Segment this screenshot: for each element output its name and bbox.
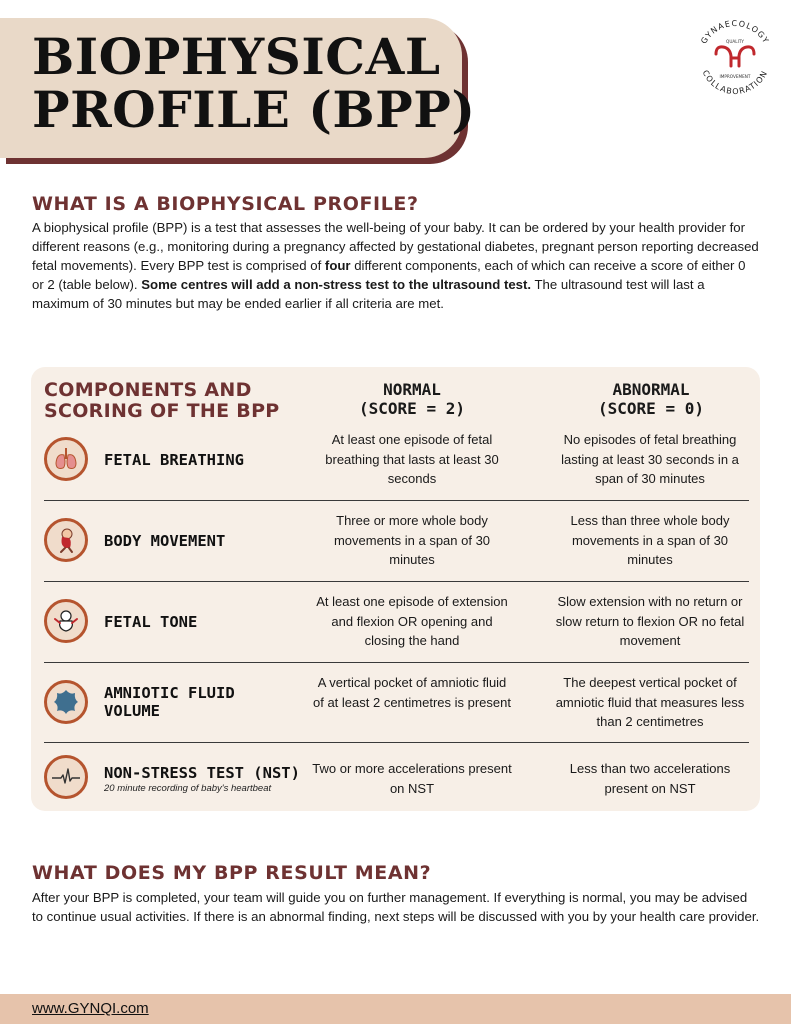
intro-bold-four: four	[324, 258, 351, 273]
row-abnormal-value: Slow extension with no return or slow return to flexion OR no fetal movement	[555, 594, 745, 648]
intro-paragraph	[32, 218, 760, 313]
table-row-fetal-breathing	[44, 420, 749, 500]
abnormal-header-line-2: (SCORE = 0)	[598, 399, 704, 418]
table-heading	[44, 380, 280, 422]
normal-column-header	[302, 380, 522, 418]
row-note: 20 minute recording of baby's heartbeat	[104, 783, 272, 794]
heartbeat-icon	[44, 755, 88, 799]
row-abnormal-value: The deepest vertical pocket of amniotic fluid that measures less than 2 centimetres	[555, 675, 745, 729]
normal-header-line-2: (SCORE = 2)	[359, 399, 465, 418]
lungs-icon	[44, 437, 88, 481]
row-normal-value: Three or more whole body movements in a span of 30 minutes	[333, 513, 491, 567]
row-abnormal-value: No episodes of fetal breathing lasting at least 30 seconds in a span of 30 minutes	[561, 432, 739, 486]
row-name: FETAL BREATHING	[104, 451, 244, 469]
amniotic-fluid-icon	[44, 680, 88, 724]
abnormal-header-line-1: ABNORMAL	[612, 380, 690, 399]
uterus-icon	[716, 47, 754, 66]
row-normal-value: At least one episode of extension and flexion OR opening and closing the hand	[316, 594, 508, 648]
row-name-line-1: AMNIOTIC FLUID	[104, 684, 235, 702]
website-link[interactable]: www.GYNQI.com	[32, 1000, 149, 1017]
table-heading-line-1: COMPONENTS AND	[44, 379, 252, 401]
page-title	[32, 27, 476, 139]
fetus-tone-icon	[44, 599, 88, 643]
row-normal-value: At least one episode of fetal breathing that lasts at least 30 seconds	[325, 432, 499, 486]
row-abnormal-value: Less than two accelerations present on NST	[569, 761, 731, 796]
row-abnormal-value: Less than three whole body movements in a span of 30 minutes	[570, 513, 730, 567]
gynqi-logo	[690, 14, 780, 104]
row-name	[104, 684, 235, 720]
row-normal-value: Two or more accelerations present on NST	[312, 761, 512, 796]
row-name: FETAL TONE	[104, 613, 198, 631]
row-name-line-2: VOLUME	[104, 702, 160, 720]
intro-heading: WHAT IS A BIOPHYSICAL PROFILE?	[32, 193, 419, 215]
result-paragraph: After your BPP is completed, your team will guide you on further management. If everything is normal, you may be advised to continue usual activities. If there is an abnormal finding, next steps will be discussed with you by your health care provider.	[32, 890, 760, 924]
intro-text-2: different components, each of which can receive a score of either 0 or 2 (table below).	[32, 258, 746, 292]
table-row-amniotic-fluid	[44, 663, 749, 743]
table-row-body-movement	[44, 501, 749, 581]
intro-text-1: A biophysical profile (BPP) is a test that assesses the well-being of your baby. It can be ordered by your health provider for different reasons (e.g., monitoring during a pregnancy affected by gestational diabetes, pregnant person reporting decreased fetal movements). Every BPP test is comprised of	[32, 220, 759, 273]
intro-text-3: The ultrasound test will last a maximum of 30 minutes but may be ended earlier if all criteria are met.	[32, 277, 705, 311]
logo-text-top: GYNAECOLOGY	[699, 18, 771, 46]
table-row-fetal-tone	[44, 582, 749, 662]
table-heading-line-2: SCORING OF THE BPP	[44, 400, 280, 422]
svg-text:COLLABORATION	[701, 69, 770, 96]
page-title-line-1: BIOPHYSICAL	[32, 27, 441, 86]
logo-text-bottom: COLLABORATION	[700, 68, 770, 97]
normal-header-line-1: NORMAL	[383, 380, 441, 399]
row-normal-value: A vertical pocket of amniotic fluid of at least 2 centimetres is present	[313, 675, 511, 710]
abnormal-column-header	[541, 380, 761, 418]
table-row-nst	[44, 743, 749, 823]
result-heading: WHAT DOES MY BPP RESULT MEAN?	[32, 862, 432, 884]
fetus-moving-icon	[44, 518, 88, 562]
intro-bold-nst: Some centres will add a non-stress test to the ultrasound test.	[141, 277, 532, 292]
row-name: NON-STRESS TEST (NST)	[104, 764, 300, 782]
row-name: BODY MOVEMENT	[104, 532, 226, 550]
logo-text-quality: QUALITY	[726, 39, 744, 44]
logo-text-improvement: IMPROVEMENT	[719, 74, 751, 79]
page-title-line-2: PROFILE (BPP)	[32, 80, 476, 139]
